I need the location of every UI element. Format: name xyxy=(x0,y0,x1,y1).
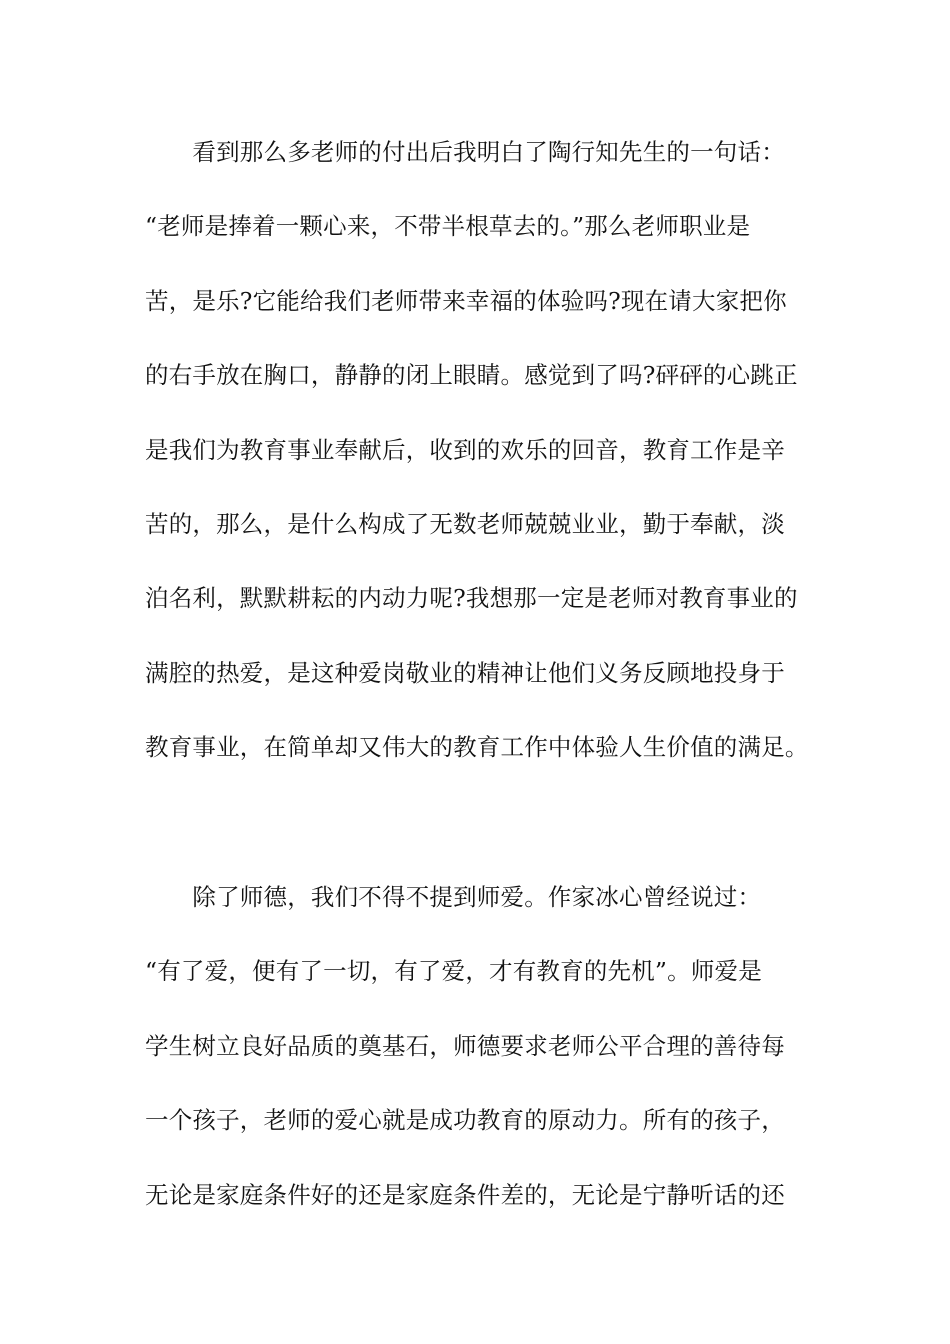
text-line: 是我们为教育事业奉献后，收到的欢乐的回音，教育工作是辛 xyxy=(145,435,785,464)
paragraph-1 xyxy=(145,115,809,785)
text-line: 苦，是乐?它能给我们老师带来幸福的体验吗?现在请大家把你 xyxy=(145,286,787,315)
text-line: 教育事业，在简单却又伟大的教育工作中体验人生价值的满足。 xyxy=(145,733,809,762)
text-line: 除了师德，我们不得不提到师爱。作家冰心曾经说过： xyxy=(145,883,762,911)
text-line: 泊名利，默默耕耘的内动力呢?我想那一定是老师对教育事业的 xyxy=(145,584,798,613)
text-line: “有了爱，便有了一切，有了爱，才有教育的先机”。师爱是 xyxy=(145,957,762,986)
text-line: 学生树立良好品质的奠基石，师德要求老师公平合理的善待每 xyxy=(145,1031,785,1060)
text-line: “老师是捧着一颗心来，不带半根草去的。”那么老师职业是 xyxy=(145,212,751,241)
text-line: 无论是家庭条件好的还是家庭条件差的，无论是宁静听话的还 xyxy=(145,1180,785,1209)
text-line: 满腔的热爱，是这种爱岗敬业的精神让他们义务反顾地投身于 xyxy=(145,658,785,687)
text-line: 的右手放在胸口，静静的闭上眼睛。感觉到了吗?砰砰的心跳正 xyxy=(145,361,798,390)
text-line: 一个孩子，老师的爱心就是成功教育的原动力。所有的孩子， xyxy=(145,1106,785,1135)
text-line: 看到那么多老师的付出后我明白了陶行知先生的一句话： xyxy=(145,138,785,166)
text-line: 苦的，那么，是什么构成了无数老师兢兢业业，勤于奉献，淡 xyxy=(145,509,785,538)
paragraph-2 xyxy=(145,860,805,1232)
